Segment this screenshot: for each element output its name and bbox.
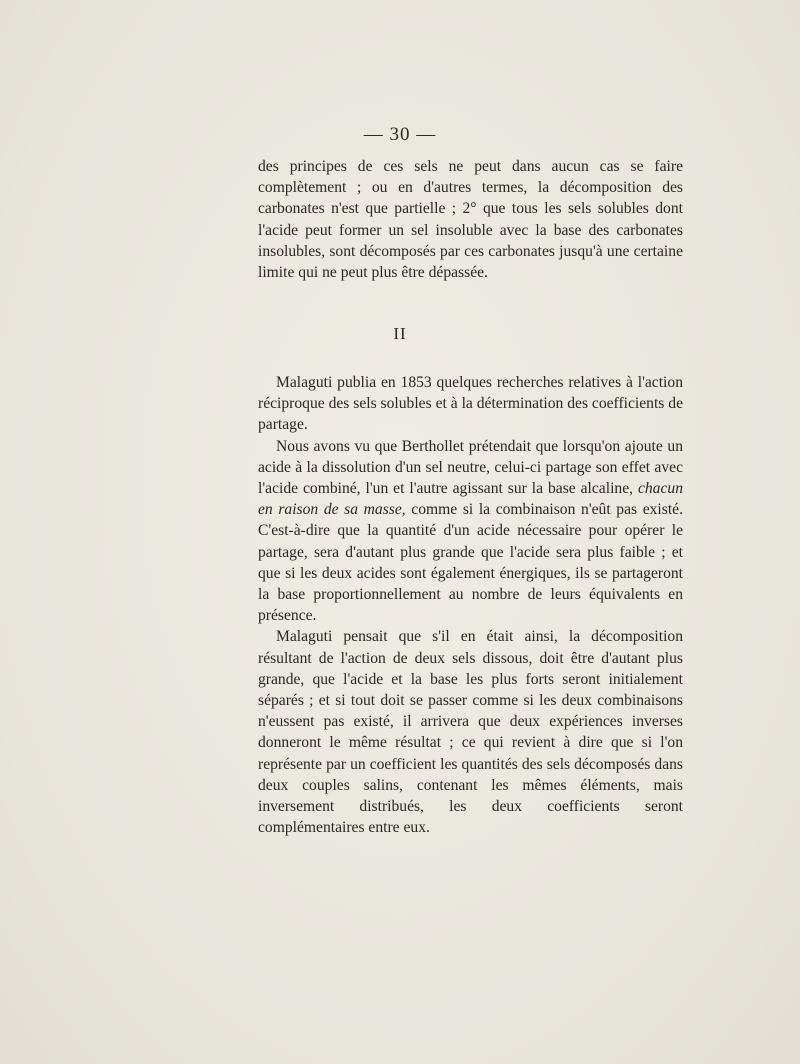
- page-number: — 30 —: [363, 124, 437, 145]
- italic-phrase: chacun en raison de sa masse,: [258, 480, 683, 519]
- paragraph-malaguti-hypothesis: Malaguti pensait que s'il en était ainsi, la décomposition résultant de l'action de deux sels dissous, doit être d'autant plus grande, que l'acide et la base les plus forts seront initialement séparés ; et si tout doit se passer comme si les deux combinaisons n'eussent pas existé, il arrivera que deux expériences inverses donneront le même résultat ; ce qui revient à dire que si l'on représente par un coefficient les quantités des sels décomposés dans deux couples salins, contenant les mêmes éléments, mais inversement distribués, les deux coefficients seront complémentaires entre eux.: [258, 628, 683, 837]
- paragraph-text-part: comme si la combinaison n'eût pas existé. C'est-à-dire que la quantité d'un acide nécessaire pour opérer le partage, sera d'autant plus grande que l'acide sera plus faible ; et que si les deux acides sont également énergiques, ils se partageront la base proportionnellement au nombre de leurs équivalents en présence.: [258, 501, 683, 625]
- paragraph-text: des principes de ces sels ne peut dans aucun cas se faire complètement ; ou en d'autres termes, la décomposition des carbonates n'est que partielle ; 2° que tous les sels solubles dont l'acide peut former un sel insoluble avec la base des carbonates insolubles, sont décomposés par ces carbonates jusqu'à une certaine limite qui ne peut plus être dépassée.: [258, 158, 683, 282]
- section-body: [258, 372, 683, 838]
- paragraph-berthollet: [258, 436, 683, 627]
- paragraph-text-part: Nous avons vu que Berthollet prétendait que lorsqu'on ajoute un acide à la dissolution d'un sel neutre, celui-ci partage son effet avec l'acide combiné, l'un et l'autre agissant sur la base alcaline,: [258, 437, 683, 498]
- paragraph-continued: [258, 156, 683, 283]
- section-heading: II: [393, 324, 407, 343]
- paragraph-malaguti-intro: Malaguti publia en 1853 quelques recherches relatives à l'action réciproque des sels solubles et à la détermination des coefficients de partage.: [258, 374, 683, 434]
